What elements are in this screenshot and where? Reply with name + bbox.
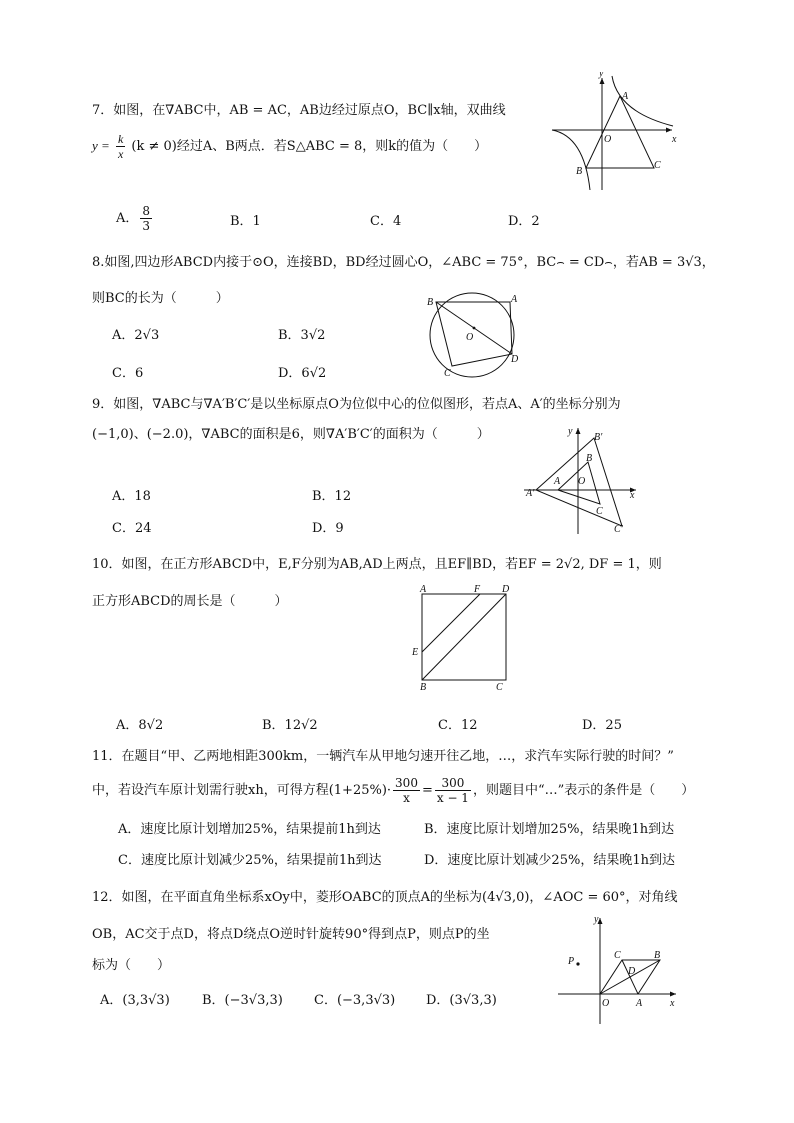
q8-stem-line2: 则BC的长为（ ） bbox=[92, 291, 229, 306]
q8-fig-label-d: D bbox=[511, 354, 519, 365]
q9-figure bbox=[522, 424, 642, 536]
q10-figure bbox=[408, 584, 518, 694]
q9-fig-label-a2: A′ bbox=[526, 488, 535, 499]
q12-option-d: D．(3√3,3) bbox=[426, 993, 497, 1008]
q8-option-a: A．2√3 bbox=[112, 328, 160, 343]
q8-option-d: D．6√2 bbox=[278, 366, 327, 381]
q9-fig-label-c2: C′ bbox=[614, 524, 623, 535]
q9-fig-label-y: y bbox=[568, 426, 573, 437]
q11-stem-line1: 11．在题目“甲、乙两地相距300km，一辆汽车从甲地匀速开往乙地，…，求汽车实际行驶的时间？” bbox=[92, 749, 674, 764]
q11-option-b: B．速度比原计划增加25%，结果晚1h到达 bbox=[424, 822, 675, 837]
q9-option-a: A．18 bbox=[112, 489, 151, 504]
q7-fig-label-c: C bbox=[654, 160, 661, 171]
q12-fig-label-p: P bbox=[568, 956, 575, 967]
q12-fig-label-b: B bbox=[654, 950, 661, 961]
q7-stem-line1: 7．如图，在∇ABC中，AB = AC，AB边经过原点O，BC∥x轴，双曲线 bbox=[92, 103, 506, 118]
q12-fig-label-o: O bbox=[602, 998, 610, 1009]
q9-fig-label-a: A bbox=[554, 476, 561, 487]
q12-fig-label-x: x bbox=[670, 998, 675, 1009]
q11-stem-line2: 中，若设汽车原计划需行驶xh，可得方程(1+25%)· $\frac{300}{x}$ = $\frac{300}{x - 1}$ ，则题目中“…”表示的条件是（ ） bbox=[92, 776, 695, 805]
q12-stem-line1: 12．如图，在平面直角坐标系xOy中，菱形OABC的顶点A的坐标为(4√3,0)，∠AOC = 60°，对角线 bbox=[92, 890, 678, 905]
q8-fig-label-o: O bbox=[466, 332, 474, 343]
q11-option-c: C．速度比原计划减少25%，结果提前1h到达 bbox=[118, 853, 382, 868]
q12-fig-label-c: C bbox=[614, 950, 621, 961]
q8-option-b: B．3√2 bbox=[278, 328, 326, 343]
q10-option-d: D．25 bbox=[582, 718, 622, 733]
q12-option-b: B．(−3√3,3) bbox=[202, 993, 283, 1008]
q10-fig-label-f: F bbox=[474, 584, 481, 595]
q9-stem-line2: (−1,0)、(−2.0)，∇ABC的面积是6，则∇A′B′C′的面积为（ ） bbox=[92, 427, 490, 442]
q10-stem-line2: 正方形ABCD的周长是（ ） bbox=[92, 594, 288, 609]
q8-stem-line1: 8.如图,四边形ABCD内接于⊙O，连接BD，BD经过圆心O，∠ABC = 75°，BC⌢ = CD⌢，若AB = 3√3， bbox=[92, 255, 715, 270]
q7-fig-label-y: y bbox=[599, 72, 604, 79]
q10-option-a: A．8√2 bbox=[116, 718, 164, 733]
q11-option-d: D．速度比原计划减少25%，结果晚1h到达 bbox=[424, 853, 675, 868]
q7-fig-label-a: A bbox=[622, 91, 629, 102]
q7-fig-label-o: O bbox=[604, 134, 612, 145]
q12-fig-label-d: D bbox=[628, 966, 636, 977]
q10-fig-label-e: E bbox=[412, 647, 419, 658]
q9-option-d: D．9 bbox=[312, 521, 344, 536]
q7-option-a: A． $\frac{8}{3}$ bbox=[116, 204, 151, 233]
q8-figure bbox=[424, 292, 524, 378]
q9-stem-line1: 9．如图，∇ABC与∇A′B′C′是以坐标原点O为位似中心的位似图形，若点A、A′的坐标分别为 bbox=[92, 397, 621, 412]
q8-option-c: C．6 bbox=[112, 366, 144, 381]
q9-option-c: C．24 bbox=[112, 521, 152, 536]
q10-option-b: B．12√2 bbox=[262, 718, 318, 733]
q9-fig-label-x: x bbox=[630, 490, 635, 501]
q10-stem-line1: 10．如图，在正方形ABCD中，E,F分别为AB,AD上两点，且EF∥BD，若EF = 2√2, DF = 1，则 bbox=[92, 557, 662, 572]
q7-stem-line2: y = $\frac{k}{x}$ (k ≠ 0)经过A、B两点．若S△ABC = 8，则k的值为（ ） bbox=[92, 132, 488, 161]
q9-fig-label-c: C bbox=[596, 506, 603, 517]
q7-fig-label-b: B bbox=[576, 166, 583, 177]
q10-fig-label-b: B bbox=[420, 682, 427, 693]
q9-fig-label-b2: B′ bbox=[594, 432, 603, 443]
q10-option-c: C．12 bbox=[438, 718, 478, 733]
q12-option-c: C．(−3,3√3) bbox=[314, 993, 396, 1008]
q12-stem-line2: OB，AC交于点D，将点D绕点O逆时针旋转90°得到点P，则点P的坐 bbox=[92, 927, 490, 942]
q7-fig-label-x: x bbox=[672, 134, 677, 145]
q8-fig-label-b: B bbox=[427, 297, 434, 308]
q11-fraction-2: $\frac{300}{x - 1}$ bbox=[436, 776, 469, 805]
q8-fig-label-a: A bbox=[511, 294, 518, 305]
q11-fraction-1: $\frac{300}{x}$ bbox=[395, 776, 418, 805]
q12-fig-label-y: y bbox=[594, 914, 599, 925]
q9-fig-label-b: B bbox=[586, 453, 593, 464]
q7-option-d: D．2 bbox=[508, 214, 540, 229]
q9-option-b: B．12 bbox=[312, 489, 352, 504]
q7-option-c: C．4 bbox=[370, 214, 402, 229]
q8-fig-label-c: C bbox=[444, 368, 451, 378]
q7-figure bbox=[548, 72, 684, 194]
q12-stem-line3: 标为（ ） bbox=[92, 958, 171, 973]
q12-figure bbox=[556, 914, 682, 1028]
q12-fig-label-a: A bbox=[636, 998, 643, 1009]
q7-option-b: B．1 bbox=[230, 214, 261, 229]
q12-option-a: A．(3,3√3) bbox=[100, 993, 170, 1008]
q11-option-a: A．速度比原计划增加25%，结果提前1h到达 bbox=[118, 822, 381, 837]
q9-fig-label-o: O bbox=[578, 476, 586, 487]
q10-fig-label-c: C bbox=[496, 682, 503, 693]
q7-fraction: $\frac{k}{x}$ bbox=[117, 132, 124, 161]
q10-fig-label-a: A bbox=[420, 584, 427, 595]
q10-fig-label-d: D bbox=[502, 584, 510, 595]
